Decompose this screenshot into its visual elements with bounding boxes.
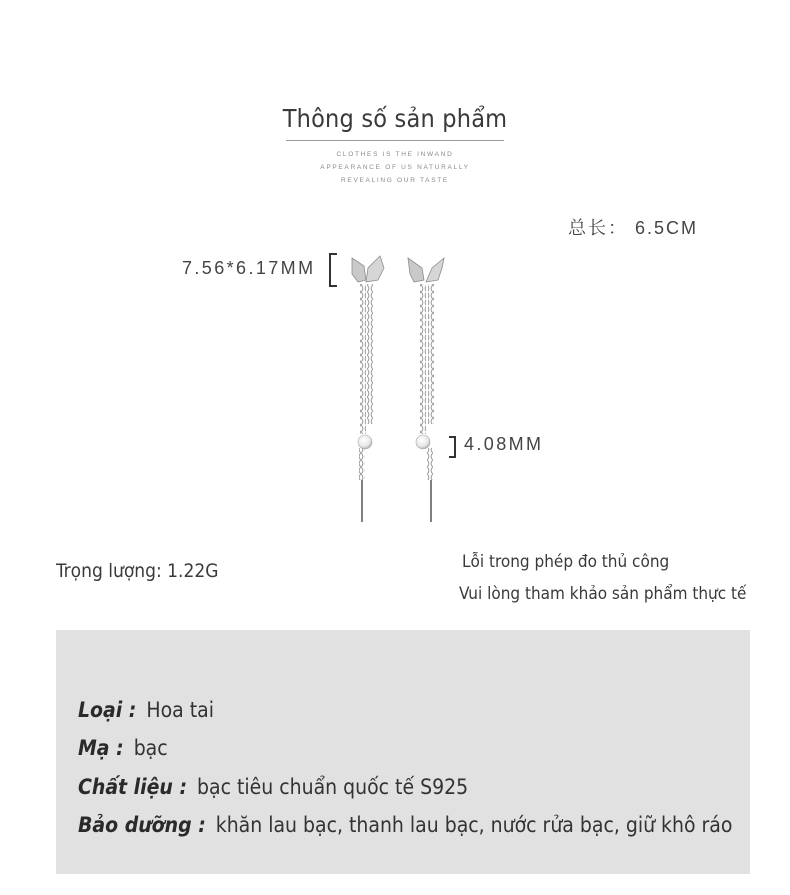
butterfly-size-label: 7.56*6.17MM: [182, 258, 316, 278]
left-earring: [352, 256, 384, 522]
spec-value: bạc tiêu chuẩn quốc tế S925: [197, 775, 469, 799]
spec-value: Hoa tai: [146, 698, 214, 722]
tagline-line-1: CLOTHES IS THE INWAND: [336, 151, 454, 158]
weight-label: Trọng lượng: 1.22G: [56, 560, 219, 582]
pearl-size-bracket: [449, 436, 456, 458]
spec-row-type: [78, 698, 214, 722]
spec-label: Chất liệu :: [78, 775, 188, 799]
title-underline: [286, 140, 504, 141]
spec-value: khăn lau bạc, thanh lau bạc, nước rửa bạc, giữ khô ráo: [215, 813, 733, 837]
page-title: Thông số sản phẩm: [282, 104, 508, 133]
pearl-size-label: 4.08MM: [464, 434, 544, 454]
right-earring: [408, 258, 444, 522]
spec-label: Bảo dưỡng :: [78, 813, 206, 837]
spec-row-material: [78, 775, 468, 799]
total-length-label: 总长： 6.5CM: [568, 218, 699, 238]
measurement-note-1: Lỗi trong phép đo thủ công: [462, 552, 670, 572]
spec-label: Mạ :: [78, 736, 124, 760]
spec-panel: [56, 630, 750, 874]
measurement-note-2: Vui lòng tham khảo sản phẩm thực tế: [459, 584, 747, 604]
spec-label: Loại :: [78, 698, 137, 722]
tagline-line-2: APPEARANCE OF US NATURALLY: [320, 164, 470, 171]
tagline-line-3: REVEALING OUR TASTE: [341, 177, 449, 184]
earrings-image: [340, 250, 460, 530]
butterfly-size-bracket: [329, 253, 337, 287]
spec-row-plating: [78, 736, 168, 760]
spec-row-care: [78, 813, 732, 837]
spec-value: bạc: [133, 736, 168, 760]
